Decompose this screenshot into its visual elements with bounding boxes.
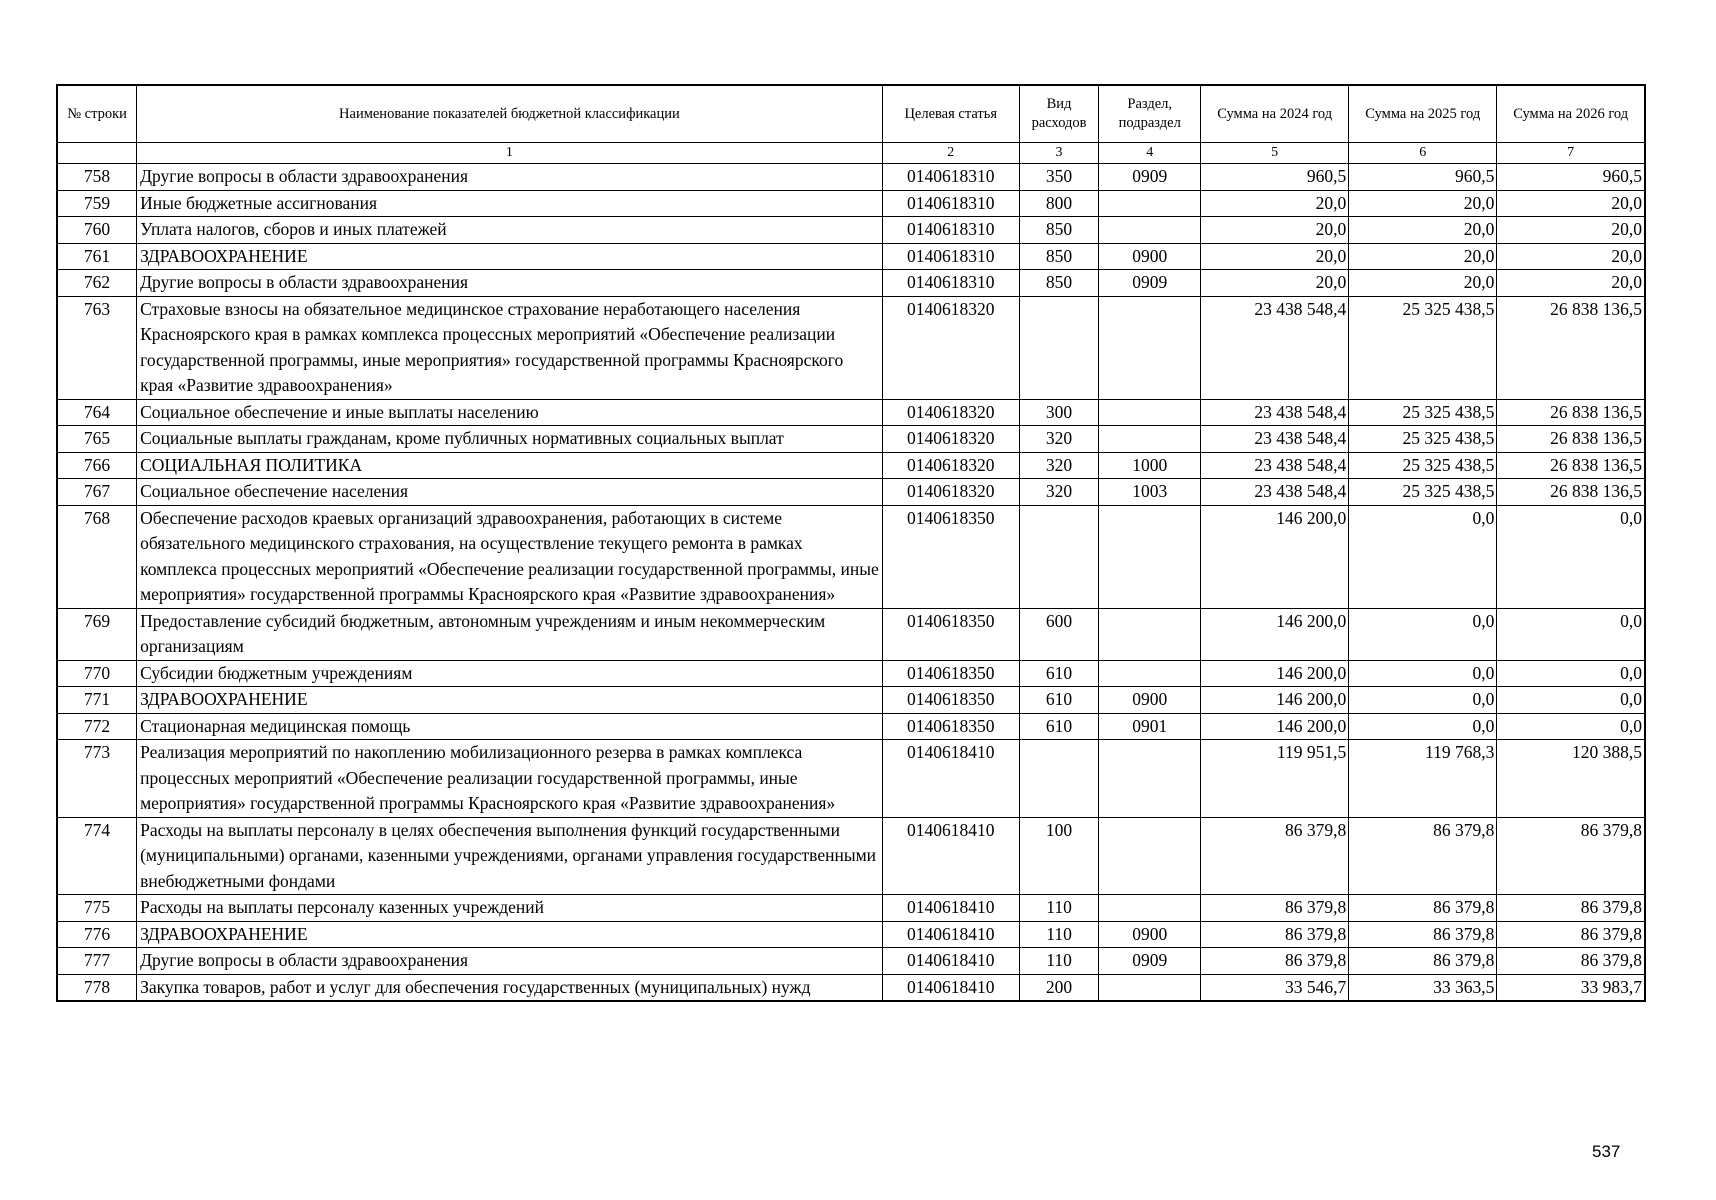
column-number: 4: [1099, 143, 1201, 164]
row-number-cell: 766: [57, 452, 137, 479]
name-cell: Предоставление субсидий бюджетным, автономным учреждениям и иным некоммерческим организациям: [137, 608, 883, 660]
sum-2026-cell: 26 838 136,5: [1497, 479, 1645, 506]
section-cell: [1099, 895, 1201, 922]
name-cell: Социальное обеспечение населения: [137, 479, 883, 506]
sum-2026-cell: 0,0: [1497, 713, 1645, 740]
table-row: [57, 505, 1645, 608]
sum-2026-cell: 0,0: [1497, 608, 1645, 660]
row-number-cell: 765: [57, 426, 137, 453]
table-row: [57, 660, 1645, 687]
table-row: [57, 243, 1645, 270]
sum-2024-cell: 86 379,8: [1201, 948, 1349, 975]
sum-2024-cell: 146 200,0: [1201, 687, 1349, 714]
sum-2024-cell: 23 438 548,4: [1201, 479, 1349, 506]
sum-2025-cell: 25 325 438,5: [1349, 426, 1497, 453]
sum-2024-cell: 20,0: [1201, 243, 1349, 270]
name-cell: Социальное обеспечение и иные выплаты населению: [137, 399, 883, 426]
sum-2025-cell: 33 363,5: [1349, 974, 1497, 1001]
sum-2025-cell: 25 325 438,5: [1349, 296, 1497, 399]
sum-2025-cell: 20,0: [1349, 270, 1497, 297]
sum-2024-cell: 23 438 548,4: [1201, 296, 1349, 399]
row-number-cell: 769: [57, 608, 137, 660]
table-row: [57, 190, 1645, 217]
row-number-cell: 767: [57, 479, 137, 506]
table-row: [57, 399, 1645, 426]
expense-type-cell: 320: [1019, 452, 1099, 479]
section-cell: 0901: [1099, 713, 1201, 740]
sum-2026-cell: 20,0: [1497, 270, 1645, 297]
sum-2026-cell: 0,0: [1497, 687, 1645, 714]
sum-2025-cell: 0,0: [1349, 608, 1497, 660]
section-cell: 0909: [1099, 270, 1201, 297]
section-cell: 0900: [1099, 243, 1201, 270]
name-cell: СОЦИАЛЬНАЯ ПОЛИТИКА: [137, 452, 883, 479]
row-number-cell: 759: [57, 190, 137, 217]
column-number: 1: [137, 143, 883, 164]
row-number-cell: 770: [57, 660, 137, 687]
section-cell: [1099, 660, 1201, 687]
expense-type-cell: 320: [1019, 479, 1099, 506]
sum-2024-cell: 146 200,0: [1201, 505, 1349, 608]
expense-type-cell: [1019, 740, 1099, 818]
budget-table: [56, 84, 1646, 1002]
target-article-cell: 0140618350: [882, 687, 1019, 714]
sum-2024-cell: 20,0: [1201, 270, 1349, 297]
sum-2024-cell: 20,0: [1201, 217, 1349, 244]
target-article-cell: 0140618310: [882, 164, 1019, 191]
sum-2026-cell: 26 838 136,5: [1497, 296, 1645, 399]
column-number: 5: [1201, 143, 1349, 164]
table-row: [57, 270, 1645, 297]
table-row: [57, 164, 1645, 191]
target-article-cell: 0140618350: [882, 505, 1019, 608]
expense-type-cell: 110: [1019, 948, 1099, 975]
column-number: 6: [1349, 143, 1497, 164]
target-article-cell: 0140618310: [882, 243, 1019, 270]
budget-table-sheet: [56, 84, 1646, 1002]
sum-2026-cell: 86 379,8: [1497, 895, 1645, 922]
sum-2025-cell: 86 379,8: [1349, 817, 1497, 895]
column-number: 2: [882, 143, 1019, 164]
section-cell: [1099, 190, 1201, 217]
target-article-cell: 0140618350: [882, 660, 1019, 687]
target-article-cell: 0140618320: [882, 452, 1019, 479]
table-row: [57, 426, 1645, 453]
sum-2026-cell: 20,0: [1497, 190, 1645, 217]
sum-2025-cell: 0,0: [1349, 660, 1497, 687]
sum-2026-cell: 0,0: [1497, 505, 1645, 608]
table-row: [57, 895, 1645, 922]
sum-2025-cell: 20,0: [1349, 217, 1497, 244]
name-cell: Другие вопросы в области здравоохранения: [137, 164, 883, 191]
section-cell: 0909: [1099, 948, 1201, 975]
section-cell: [1099, 740, 1201, 818]
sum-2026-cell: 26 838 136,5: [1497, 452, 1645, 479]
sum-2026-cell: 86 379,8: [1497, 921, 1645, 948]
table-row: [57, 479, 1645, 506]
target-article-cell: 0140618410: [882, 974, 1019, 1001]
section-cell: 1003: [1099, 479, 1201, 506]
target-article-cell: 0140618350: [882, 608, 1019, 660]
name-cell: Другие вопросы в области здравоохранения: [137, 270, 883, 297]
name-cell: ЗДРАВООХРАНЕНИЕ: [137, 243, 883, 270]
expense-type-cell: [1019, 505, 1099, 608]
sum-2024-cell: 86 379,8: [1201, 895, 1349, 922]
expense-type-cell: 850: [1019, 217, 1099, 244]
sum-2025-cell: 86 379,8: [1349, 895, 1497, 922]
header-row-number: № строки: [57, 85, 137, 143]
name-cell: Реализация мероприятий по накоплению мобилизационного резерва в рамках комплекса процессных мероприятий «Обеспечение реализации государственной программы, иные мероприятия» государственной программы Красноярского края «Развитие здравоохранения»: [137, 740, 883, 818]
expense-type-cell: 110: [1019, 895, 1099, 922]
sum-2024-cell: 86 379,8: [1201, 817, 1349, 895]
row-number-cell: 764: [57, 399, 137, 426]
table-row: [57, 948, 1645, 975]
sum-2024-cell: 86 379,8: [1201, 921, 1349, 948]
section-cell: [1099, 608, 1201, 660]
target-article-cell: 0140618310: [882, 217, 1019, 244]
sum-2025-cell: 20,0: [1349, 190, 1497, 217]
row-number-cell: 758: [57, 164, 137, 191]
sum-2024-cell: 119 951,5: [1201, 740, 1349, 818]
column-number: 3: [1019, 143, 1099, 164]
sum-2026-cell: 0,0: [1497, 660, 1645, 687]
name-cell: Субсидии бюджетным учреждениям: [137, 660, 883, 687]
table-row: [57, 974, 1645, 1001]
table-row: [57, 608, 1645, 660]
sum-2024-cell: 960,5: [1201, 164, 1349, 191]
header-row: [57, 85, 1645, 143]
sum-2026-cell: 26 838 136,5: [1497, 426, 1645, 453]
section-cell: 0909: [1099, 164, 1201, 191]
target-article-cell: 0140618310: [882, 190, 1019, 217]
expense-type-cell: 600: [1019, 608, 1099, 660]
target-article-cell: 0140618410: [882, 948, 1019, 975]
expense-type-cell: 100: [1019, 817, 1099, 895]
target-article-cell: 0140618320: [882, 399, 1019, 426]
sum-2025-cell: 119 768,3: [1349, 740, 1497, 818]
section-cell: 1000: [1099, 452, 1201, 479]
sum-2024-cell: 23 438 548,4: [1201, 426, 1349, 453]
header-target-article: Целевая статья: [882, 85, 1019, 143]
header-sum-2026: Сумма на 2026 год: [1497, 85, 1645, 143]
row-number-cell: 760: [57, 217, 137, 244]
expense-type-cell: 350: [1019, 164, 1099, 191]
sum-2026-cell: 86 379,8: [1497, 817, 1645, 895]
section-cell: [1099, 399, 1201, 426]
sum-2026-cell: 20,0: [1497, 243, 1645, 270]
expense-type-cell: 610: [1019, 713, 1099, 740]
name-cell: Расходы на выплаты персоналу казенных учреждений: [137, 895, 883, 922]
target-article-cell: 0140618350: [882, 713, 1019, 740]
target-article-cell: 0140618410: [882, 921, 1019, 948]
expense-type-cell: 610: [1019, 687, 1099, 714]
row-number-cell: 778: [57, 974, 137, 1001]
name-cell: Обеспечение расходов краевых организаций здравоохранения, работающих в системе обязательного медицинского страхования, на осуществление текущего ремонта в рамках комплекса процессных мероприятий «Обеспечение реализации государственной программы, иные мероприятия» государственной программы Красноярского края «Развитие здравоохранения»: [137, 505, 883, 608]
target-article-cell: 0140618310: [882, 270, 1019, 297]
name-cell: Расходы на выплаты персоналу в целях обеспечения выполнения функций государственными (муниципальными) органами, казенными учреждениями, органами управления государственными внебюджетными фондами: [137, 817, 883, 895]
section-cell: [1099, 426, 1201, 453]
sum-2025-cell: 20,0: [1349, 243, 1497, 270]
sum-2024-cell: 23 438 548,4: [1201, 399, 1349, 426]
row-number-cell: 763: [57, 296, 137, 399]
sum-2025-cell: 0,0: [1349, 687, 1497, 714]
expense-type-cell: 110: [1019, 921, 1099, 948]
name-cell: ЗДРАВООХРАНЕНИЕ: [137, 687, 883, 714]
expense-type-cell: [1019, 296, 1099, 399]
target-article-cell: 0140618410: [882, 740, 1019, 818]
name-cell: ЗДРАВООХРАНЕНИЕ: [137, 921, 883, 948]
sum-2024-cell: 33 546,7: [1201, 974, 1349, 1001]
sum-2025-cell: 86 379,8: [1349, 921, 1497, 948]
section-cell: 0900: [1099, 921, 1201, 948]
sum-2026-cell: 960,5: [1497, 164, 1645, 191]
name-cell: Другие вопросы в области здравоохранения: [137, 948, 883, 975]
table-row: [57, 921, 1645, 948]
table-row: [57, 452, 1645, 479]
row-number-cell: 771: [57, 687, 137, 714]
expense-type-cell: 300: [1019, 399, 1099, 426]
section-cell: 0900: [1099, 687, 1201, 714]
column-number: [57, 143, 137, 164]
row-number-cell: 773: [57, 740, 137, 818]
sum-2024-cell: 146 200,0: [1201, 608, 1349, 660]
table-row: [57, 713, 1645, 740]
sum-2025-cell: 86 379,8: [1349, 948, 1497, 975]
table-row: [57, 817, 1645, 895]
sum-2024-cell: 23 438 548,4: [1201, 452, 1349, 479]
target-article-cell: 0140618320: [882, 426, 1019, 453]
row-number-cell: 768: [57, 505, 137, 608]
sum-2025-cell: 0,0: [1349, 713, 1497, 740]
page-number: 537: [1592, 1142, 1621, 1161]
expense-type-cell: 850: [1019, 243, 1099, 270]
name-cell: Страховые взносы на обязательное медицинское страхование неработающего населения Красноярского края в рамках комплекса процессных мероприятий «Обеспечение реализации государственной программы, иные мероприятия» государственной программы Красноярского края «Развитие здравоохранения»: [137, 296, 883, 399]
sum-2025-cell: 25 325 438,5: [1349, 399, 1497, 426]
sum-2024-cell: 146 200,0: [1201, 713, 1349, 740]
row-number-cell: 776: [57, 921, 137, 948]
name-cell: Социальные выплаты гражданам, кроме публичных нормативных социальных выплат: [137, 426, 883, 453]
sum-2025-cell: 25 325 438,5: [1349, 479, 1497, 506]
target-article-cell: 0140618320: [882, 479, 1019, 506]
expense-type-cell: 200: [1019, 974, 1099, 1001]
column-number-row: [57, 143, 1645, 164]
table-row: [57, 296, 1645, 399]
sum-2025-cell: 0,0: [1349, 505, 1497, 608]
section-cell: [1099, 817, 1201, 895]
row-number-cell: 772: [57, 713, 137, 740]
sum-2025-cell: 960,5: [1349, 164, 1497, 191]
row-number-cell: 774: [57, 817, 137, 895]
table-row: [57, 740, 1645, 818]
section-cell: [1099, 974, 1201, 1001]
name-cell: Закупка товаров, работ и услуг для обеспечения государственных (муниципальных) нужд: [137, 974, 883, 1001]
expense-type-cell: 320: [1019, 426, 1099, 453]
expense-type-cell: 850: [1019, 270, 1099, 297]
section-cell: [1099, 296, 1201, 399]
row-number-cell: 777: [57, 948, 137, 975]
sum-2026-cell: 120 388,5: [1497, 740, 1645, 818]
expense-type-cell: 610: [1019, 660, 1099, 687]
target-article-cell: 0140618410: [882, 895, 1019, 922]
row-number-cell: 762: [57, 270, 137, 297]
table-row: [57, 217, 1645, 244]
sum-2026-cell: 86 379,8: [1497, 948, 1645, 975]
sum-2026-cell: 33 983,7: [1497, 974, 1645, 1001]
sum-2024-cell: 20,0: [1201, 190, 1349, 217]
expense-type-cell: 800: [1019, 190, 1099, 217]
table-row: [57, 687, 1645, 714]
row-number-cell: 761: [57, 243, 137, 270]
column-number: 7: [1497, 143, 1645, 164]
name-cell: Иные бюджетные ассигнования: [137, 190, 883, 217]
sum-2026-cell: 20,0: [1497, 217, 1645, 244]
header-name: Наименование показателей бюджетной классификации: [137, 85, 883, 143]
header-sum-2024: Сумма на 2024 год: [1201, 85, 1349, 143]
header-expense-type: Вид расходов: [1019, 85, 1099, 143]
target-article-cell: 0140618410: [882, 817, 1019, 895]
section-cell: [1099, 505, 1201, 608]
sum-2025-cell: 25 325 438,5: [1349, 452, 1497, 479]
name-cell: Стационарная медицинская помощь: [137, 713, 883, 740]
sum-2024-cell: 146 200,0: [1201, 660, 1349, 687]
header-sum-2025: Сумма на 2025 год: [1349, 85, 1497, 143]
header-section: Раздел, подраздел: [1099, 85, 1201, 143]
name-cell: Уплата налогов, сборов и иных платежей: [137, 217, 883, 244]
row-number-cell: 775: [57, 895, 137, 922]
target-article-cell: 0140618320: [882, 296, 1019, 399]
sum-2026-cell: 26 838 136,5: [1497, 399, 1645, 426]
section-cell: [1099, 217, 1201, 244]
table-body: [57, 164, 1645, 1002]
